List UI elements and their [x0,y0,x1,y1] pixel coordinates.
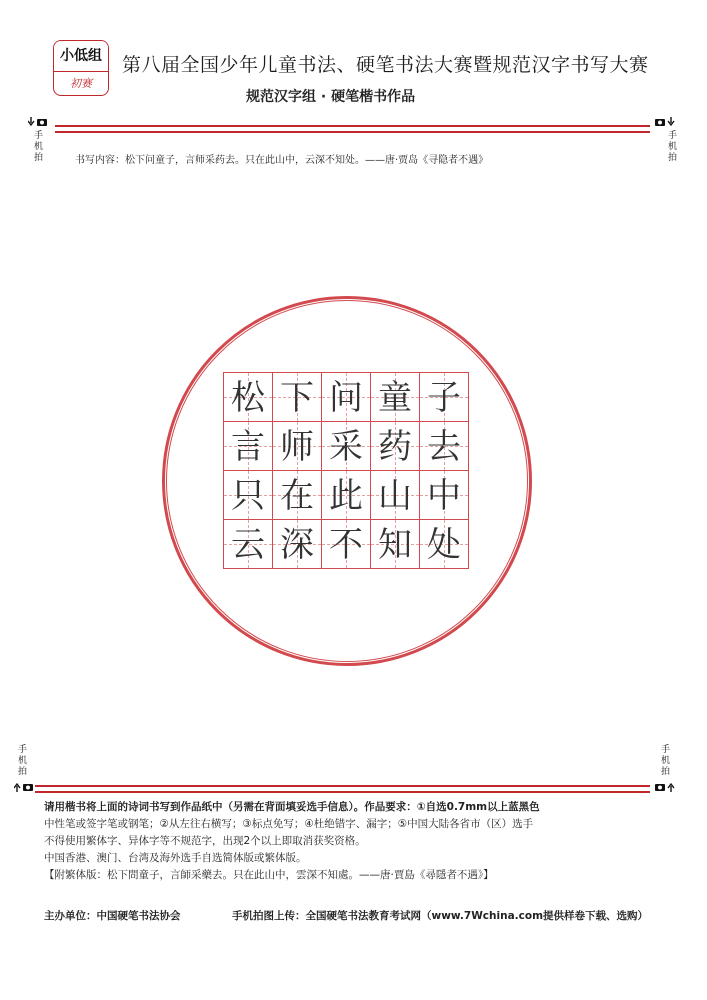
instructions-line: 不得使用繁体字、异体字等不规范字，出现2个以上即取消获奖资格。 [44,835,366,847]
top-rule-2 [55,131,650,133]
grid-char: 只 [231,476,265,516]
camera-arrow-icon [28,117,48,130]
instructions-line: 请用楷书将上面的诗词书写到作品纸中（另需在背面填妥选手信息）。作品要求：①自选0.7mm以上蓝黑色 [44,801,540,813]
writing-grid [223,372,471,570]
grid-cell [419,519,469,569]
traditional-version-line: 【附繁体版：松下問童子，言師采藥去。只在此山中，雲深不知處。——唐·賈島《尋隱者不遇》】 [44,869,494,881]
grid-char: 在 [280,476,314,516]
badge-stage-label: 初赛 [70,77,92,90]
camera-arrow-icon [655,782,675,795]
grid-char: 不 [329,525,363,565]
page-title: 第八届全国少年儿童书法、硬笔书法大赛暨规范汉字书写大赛 [122,54,649,76]
top-rule-1 [55,125,650,127]
grid-cell [419,421,469,471]
grid-char: 师 [280,427,314,467]
bottom-rule-1 [35,785,650,787]
grid-char: 处 [427,525,461,565]
grid-cell [419,372,469,422]
bottom-rule-2 [35,791,650,793]
grid-cell [272,421,322,471]
page-subtitle: 规范汉字组 · 硬笔楷书作品 [246,89,416,105]
camera-arrow-icon [14,782,34,795]
grid-cell [321,421,371,471]
grid-cell [321,470,371,520]
group-badge [53,40,109,96]
upload-info: 手机拍图上传：全国硬笔书法教育考试网（www.7Wchina.com提供样卷下载、选购） [232,910,649,922]
grid-char: 云 [231,525,265,565]
grid-cell [370,470,420,520]
grid-char: 下 [280,378,314,418]
phone-photo-label-top-right: 手 机 拍 [667,131,677,163]
grid-char: 童 [378,378,412,418]
grid-char: 山 [378,476,412,516]
instructions [44,799,674,884]
grid-cell [321,519,371,569]
grid-cell [223,470,273,520]
badge-group-label: 小低组 [54,41,108,72]
grid-char: 深 [280,525,314,565]
grid-char: 采 [329,427,363,467]
phone-photo-label-top-left: 手 机 拍 [33,131,43,163]
grid-char: 子 [427,378,461,418]
grid-cell [419,470,469,520]
grid-char: 松 [231,378,265,418]
organizer: 主办单位：中国硬笔书法协会 [44,910,181,922]
grid-cell [321,372,371,422]
phone-photo-label-bottom-left: 手 机 拍 [17,745,27,777]
grid-cell [223,421,273,471]
grid-cell [370,372,420,422]
grid-char: 问 [329,378,363,418]
grid-char: 知 [378,525,412,565]
grid-cell [272,519,322,569]
grid-cell [370,421,420,471]
grid-cell [272,372,322,422]
instructions-line: 中性笔或签字笔或钢笔；②从左往右横写；③标点免写；④杜绝错字、漏字；⑤中国大陆各省市（区）选手 [44,818,534,830]
instructions-line: 中国香港、澳门、台湾及海外选手自选简体版或繁体版。 [44,852,307,864]
grid-char: 言 [231,427,265,467]
grid-cell [223,519,273,569]
writing-content: 书写内容：松下问童子，言师采药去。只在此山中，云深不知处。——唐·贾岛《寻隐者不遇》 [75,155,489,166]
phone-photo-label-bottom-right: 手 机 拍 [660,745,670,777]
grid-cell [272,470,322,520]
grid-char: 中 [427,476,461,516]
grid-char: 药 [378,427,412,467]
grid-char: 此 [329,476,363,516]
grid-char: 去 [427,427,461,467]
grid-cell [370,519,420,569]
camera-arrow-icon [655,117,675,130]
grid-cell [223,372,273,422]
